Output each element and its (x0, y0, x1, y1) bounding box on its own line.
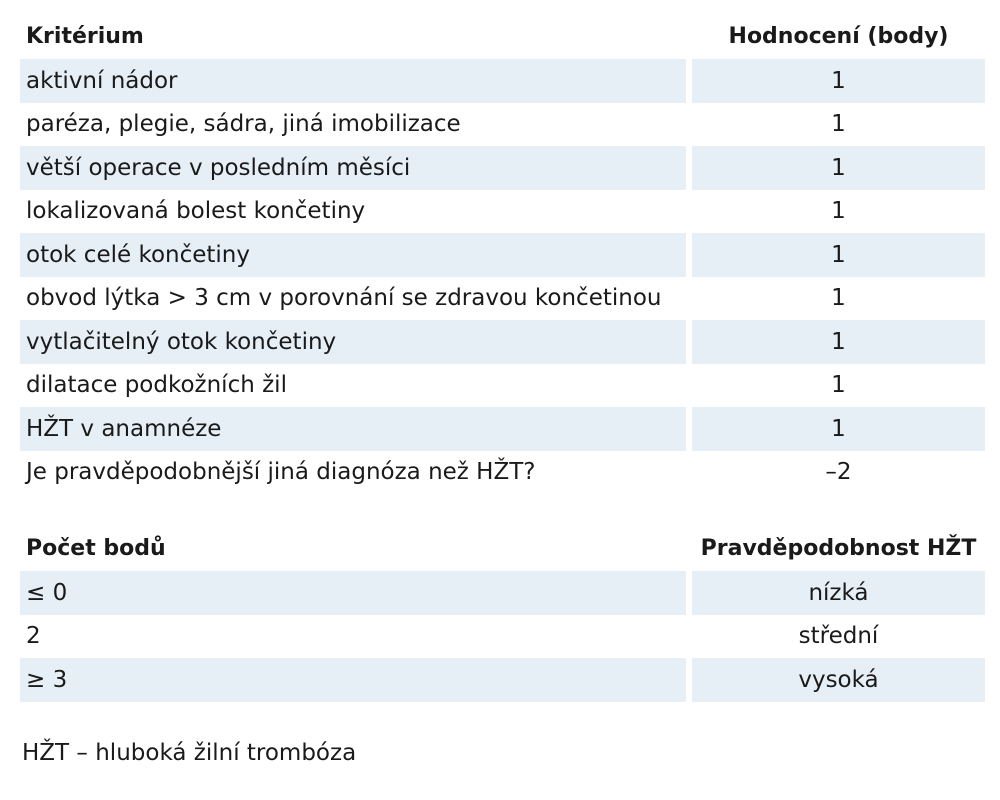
table-row (20, 277, 985, 321)
criteria-table-header (20, 14, 985, 59)
score-cell: 1 (831, 198, 846, 225)
points-cell: ≤ 0 (20, 571, 686, 615)
criterion-cell: HŽT v anamnéze (20, 407, 686, 451)
score-cell: 1 (692, 407, 985, 451)
table-row (20, 146, 985, 190)
table-row (20, 320, 985, 364)
column-header-score: Hodnocení (body) (728, 24, 949, 49)
table-row (20, 59, 985, 103)
criteria-table (20, 14, 985, 494)
table-row (20, 364, 985, 408)
abbreviation-footnote: HŽT – hluboká žilní trombóza (22, 740, 357, 766)
table-row (20, 571, 985, 615)
criterion-cell: dilatace podkožních žil (26, 372, 287, 399)
score-cell: 1 (692, 59, 985, 103)
criterion-cell: vytlačitelný otok končetiny (20, 320, 686, 364)
table-row (20, 451, 985, 495)
table-row (20, 103, 985, 147)
probability-cell: střední (798, 623, 879, 650)
probability-cell: nízká (692, 571, 985, 615)
criterion-cell: paréza, plegie, sádra, jiná imobilizace (26, 111, 461, 138)
table-row (20, 615, 985, 659)
column-header-points: Počet bodů (26, 536, 166, 561)
points-cell: ≥ 3 (20, 658, 686, 702)
criterion-cell: lokalizovaná bolest končetiny (26, 198, 366, 225)
criterion-cell: větší operace v posledním měsíci (20, 146, 686, 190)
score-cell: 1 (692, 320, 985, 364)
score-cell: 1 (831, 111, 846, 138)
score-cell: 1 (831, 372, 846, 399)
criterion-cell: otok celé končetiny (20, 233, 686, 277)
probability-table-header (20, 526, 985, 571)
column-header-probability: Pravděpodobnost HŽT (700, 536, 977, 561)
criterion-cell: aktivní nádor (20, 59, 686, 103)
column-header-criterion: Kritérium (26, 24, 144, 49)
score-cell: 1 (692, 233, 985, 277)
probability-cell: vysoká (692, 658, 985, 702)
score-cell: –2 (825, 459, 852, 486)
table-row (20, 190, 985, 234)
criterion-cell: obvod lýtka > 3 cm v porovnání se zdravou končetinou (26, 285, 662, 312)
points-cell: 2 (26, 623, 41, 650)
score-cell: 1 (831, 285, 846, 312)
probability-table (20, 526, 985, 702)
table-row (20, 407, 985, 451)
criterion-cell: Je pravděpodobnější jiná diagnóza než HŽT? (26, 459, 536, 486)
table-row (20, 658, 985, 702)
score-cell: 1 (692, 146, 985, 190)
table-row (20, 233, 985, 277)
